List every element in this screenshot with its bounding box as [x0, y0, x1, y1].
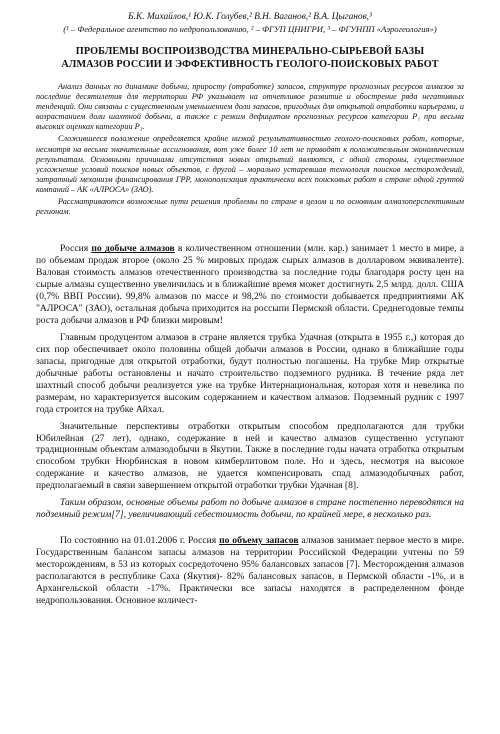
body-paragraph-3: Значительные перспективы отработки открытым способом предполагаются для трубки Юбилейная (27 лет), однако, содержание в ней и качество алмазов существенно уступают традиционным объектам алмазодобычи в Якутии. Также в последние годы начата отработка открытым способом трубки Нюрбинская в новом кимберлитовом поле. Но и здесь, несмотря на высокое содержание и качество алмазов, не удается компенсировать спад алмазодобычных работ, предполагаемый в связи завершением открытой отработки трубки Удачная [8]. — [36, 420, 464, 492]
p5-text-before: По состоянию на 01.01.2006 г. Россия — [60, 535, 220, 547]
abstract-paragraph-2: Сложившееся положение определяется крайне низкой результативностью геолого-поисковых работ, которые, несмотря на весьма значительные ассигнования, вот уже более 10 лет не приводят к положительным экономическим результатам. Основными причинами отсутствия новых открытий являются, с одной стороны, существенное усложнение условий поисков новых объектов, с другой – морально устаревшая технология поисков месторождений, затратный механизм финансирования ГРР, монополизация практически всех поисковых работ в стране одной группой компаний – АК «АЛРОСА» (ЗАО). — [36, 134, 464, 194]
p5-emphasis: по объему запасов — [219, 535, 299, 547]
body-paragraph-5 — [36, 535, 464, 607]
abstract — [36, 82, 464, 217]
affiliations-line: (¹ – Федеральное агентство по недропользованию, ² – ФГУП ЦНИГРИ, ³ – ФГУНПП «Аэрогеология») — [63, 24, 437, 34]
p1-emphasis: по добыче алмазов — [91, 243, 175, 255]
p1-text-before: Россия — [60, 243, 92, 255]
body-paragraph-2: Главным продуцентом алмазов в стране является трубка Удачная (открыта в 1955 г.,) которая до сих пор обеспечивает около половины общей добычи алмазов в России, однако в ближайшие годы запасы, пригодные для открытой отработки, будут полностью погашены. На трубке Мир открытые добычные работы остановлены и начато строительство подземного рудника. В течение ряда лет шахтный способ добычи реализуется уже на трубке Интернациональная, которая хотя и невелика по размерам, но характеризуется высоким содержанием и качеством алмазов. Подземный рудник с 1997 года строится на трубке Айхал. — [36, 331, 464, 415]
authors-line: Б.К. Михайлов,¹ Ю.К. Голубев,² В.Н. Ваганов,² В.А. Цыганов,³ — [128, 12, 372, 22]
paper-title — [36, 46, 464, 71]
p5-text-after: алмазов занимает первое место в мире. Государственным балансом запасы алмазов на территории Российской Федерации учтены по 59 месторождениям, в 53 из которых сосредоточено 95% балансовых запасов [7]. Месторождения алмазов располагаются в республике Саха (Якутия)- 82% балансовых запасов, в Пермской области -1%, и в Архангельской области -17%. Практически все запасы находятся в распределенном фонде недропользования. Основное количест- — [36, 535, 464, 606]
body-paragraph-4: Таким образом, основные объемы работ по добыче алмазов в стране постепенно переводятся на подземный режим[7], увеличивающий себестоимость добычи, по крайней мере, в несколько раз. — [36, 497, 464, 521]
title-line-1: ПРОБЛЕМЫ ВОСПРОИЗВОДСТВА МИНЕРАЛЬНО-СЫРЬЕВОЙ БАЗЫ — [75, 46, 425, 57]
body-text — [36, 243, 464, 607]
abstract-paragraph-3: Рассматриваются возможные пути решения проблемы по стране в целом и по основным алмазоперспективным регионам. — [36, 197, 464, 217]
abstract-paragraph-1: Анализ данных по динамике добычи, приросту (отработке) запасов, структуре прогнозных ресурсов алмазов за последние десятилетия для территории РФ указывает на отчетливое развитие и обострение ряда негативных тенденций. Они связаны с существенным уменьшением доли запасов, пригодных для открытой отработки карьерами, и возрастанием доли шахтной добычи, а также с резким дефицитом прогнозных ресурсов категории P₁ при весьма высоких оценках категории P₃. — [36, 82, 464, 132]
p1-text-after: в количественном отношении (млн. кар.) занимает 1 место в мире, а по объемам продаж второе (около 25 % мировых продаж сырых алмазов в долларовом эквиваленте). Валовая стоимость алмазов отечественного производства за последние годы благодаря росту цен на сырые алмазы существенно увеличилась и в ближайшие время может достигнуть 2,5 млрд. долл. США (0,7% ВВП России). 99,8% алмазов по массе и 98,2% по стоимости добывается предприятиями АК "АЛРОСА" (ЗАО), остальная добыча приходится на россыпи Пермской области. Среднегодовые темпы роста добычи алмазов в РФ близки мировым! — [36, 243, 464, 326]
body-paragraph-1 — [36, 243, 464, 327]
title-line-2: АЛМАЗОВ РОССИИ И ЭФФЕКТИВНОСТЬ ГЕОЛОГО-ПОИСКОВЫХ РАБОТ — [61, 58, 439, 70]
